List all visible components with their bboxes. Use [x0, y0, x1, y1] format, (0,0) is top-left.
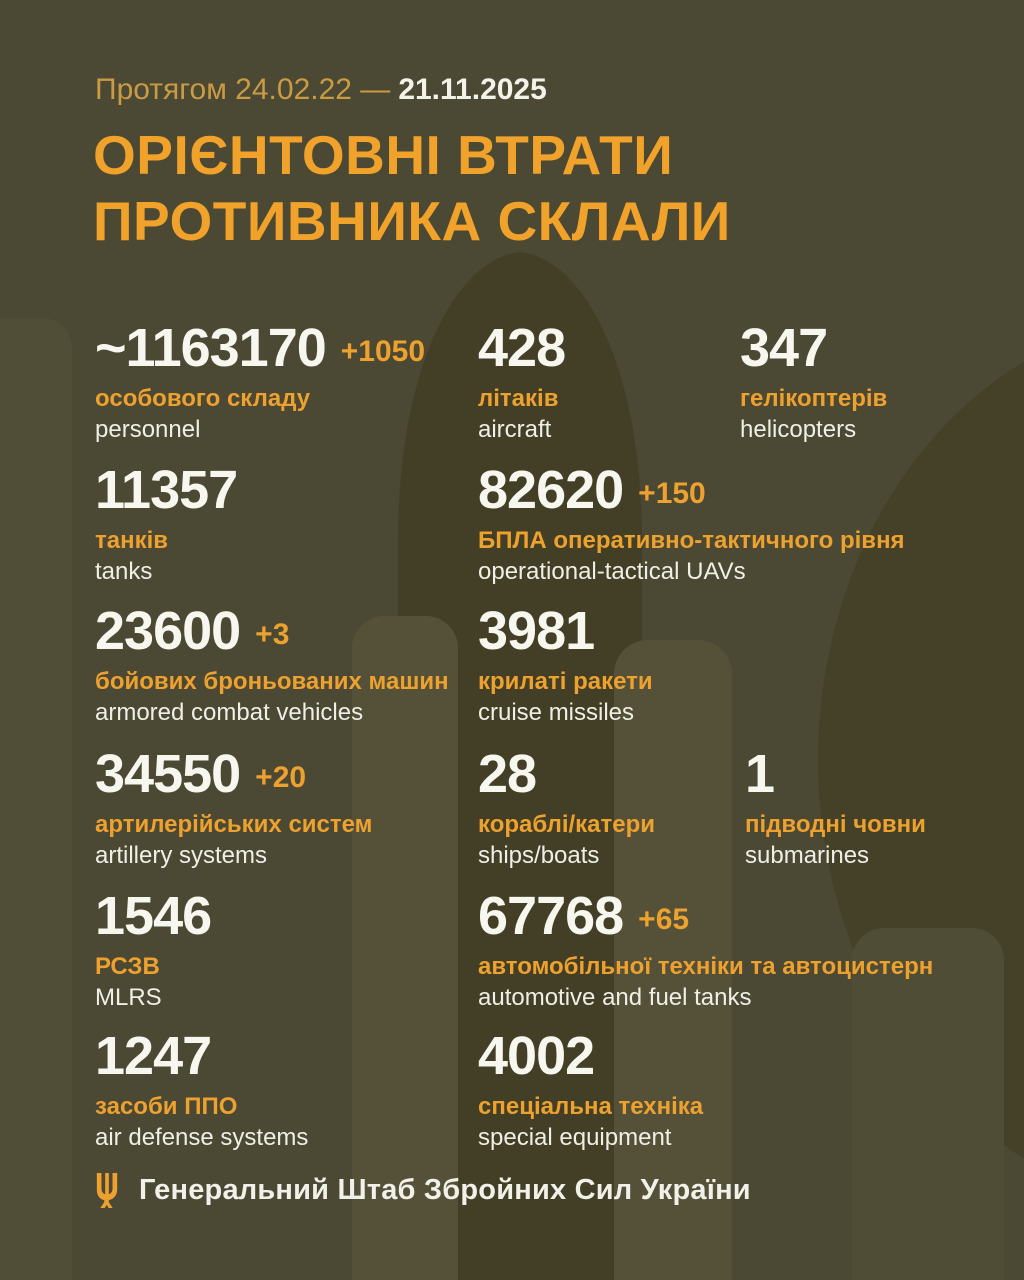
stat-value: 1 [745, 744, 775, 804]
stat-label-en: armored combat vehicles [95, 699, 364, 726]
stat-label-en: tanks [95, 558, 153, 585]
stat-label-uk: спеціальна техніка [478, 1093, 704, 1120]
stat-label-en: ships/boats [478, 842, 600, 869]
period-date: 21.11.2025 [398, 73, 547, 106]
stat-delta: +1050 [340, 335, 426, 368]
stat-tanks [95, 460, 238, 586]
stat-label-en: personnel [95, 416, 201, 443]
stat-label-en: special equipment [478, 1124, 672, 1151]
stat-armored-vehicles [95, 601, 449, 727]
stat-label-en: artillery systems [95, 842, 268, 869]
stat-label-uk: особового складу [95, 385, 311, 412]
stat-value: 82620 [478, 460, 624, 520]
stat-submarines [745, 744, 926, 870]
stat-label-en: helicopters [740, 416, 857, 443]
page-title-line2: ПРОТИВНИКА СКЛАЛИ [93, 190, 731, 252]
stat-helicopters [740, 318, 888, 444]
stat-value: 3981 [478, 601, 595, 661]
stat-label-uk: артилерійських систем [95, 811, 373, 838]
stat-air-defense [95, 1026, 309, 1152]
page-title-line1: ОРІЄНТОВНІ ВТРАТИ [93, 124, 674, 186]
stat-label-en: submarines [745, 842, 870, 869]
trident-icon [95, 1172, 119, 1209]
stat-uavs [478, 460, 905, 586]
stat-label-en: MLRS [95, 984, 162, 1011]
stat-value: 4002 [478, 1026, 595, 1086]
stat-label-uk: підводні човни [745, 811, 926, 838]
stat-ships [478, 744, 656, 870]
stat-delta: +3 [255, 618, 290, 651]
stat-label-uk: засоби ППО [95, 1093, 238, 1120]
stat-label-uk: автомобільної техніки та автоцистерн [478, 953, 934, 980]
stat-special-equipment [478, 1026, 704, 1152]
stat-value: 11357 [95, 460, 238, 520]
stat-value: 1546 [95, 886, 212, 946]
stat-value: ~1163170 [95, 318, 326, 378]
stat-label-uk: танків [95, 527, 169, 554]
stat-value: 28 [478, 744, 537, 804]
stat-artillery [95, 744, 373, 870]
stat-personnel [95, 318, 426, 444]
stat-mlrs [95, 886, 212, 1012]
stat-label-en: air defense systems [95, 1124, 309, 1151]
stat-value: 67768 [478, 886, 624, 946]
stat-value: 34550 [95, 744, 241, 804]
stat-delta: +20 [255, 761, 307, 794]
stat-label-en: operational-tactical UAVs [478, 558, 746, 585]
stat-value: 428 [478, 318, 566, 378]
stat-label-en: cruise missiles [478, 699, 635, 726]
stat-value: 347 [740, 318, 828, 378]
stat-label-uk: гелікоптерів [740, 385, 888, 412]
stat-value: 23600 [95, 601, 241, 661]
stat-label-en: aircraft [478, 416, 552, 443]
stat-label-uk: РСЗВ [95, 953, 160, 980]
stat-automotive [478, 886, 934, 1012]
stat-aircraft [478, 318, 566, 444]
organization-name: Генеральний Штаб Збройних Сил України [139, 1174, 751, 1206]
stat-label-uk: літаків [478, 385, 559, 412]
period-line [95, 72, 547, 108]
stat-label-uk: бойових броньованих машин [95, 668, 449, 695]
stat-value: 1247 [95, 1026, 212, 1086]
stat-label-uk: кораблі/катери [478, 811, 656, 838]
stat-delta: +150 [638, 477, 706, 510]
period-prefix: Протягом 24.02.22 — [95, 73, 391, 106]
stat-cruise-missiles [478, 601, 653, 727]
stat-delta: +65 [638, 903, 690, 936]
stat-label-uk: БПЛА оперативно-тактичного рівня [478, 527, 905, 554]
page-title [93, 122, 731, 254]
footer [95, 1172, 751, 1209]
stat-label-uk: крилаті ракети [478, 668, 653, 695]
stat-label-en: automotive and fuel tanks [478, 984, 752, 1011]
